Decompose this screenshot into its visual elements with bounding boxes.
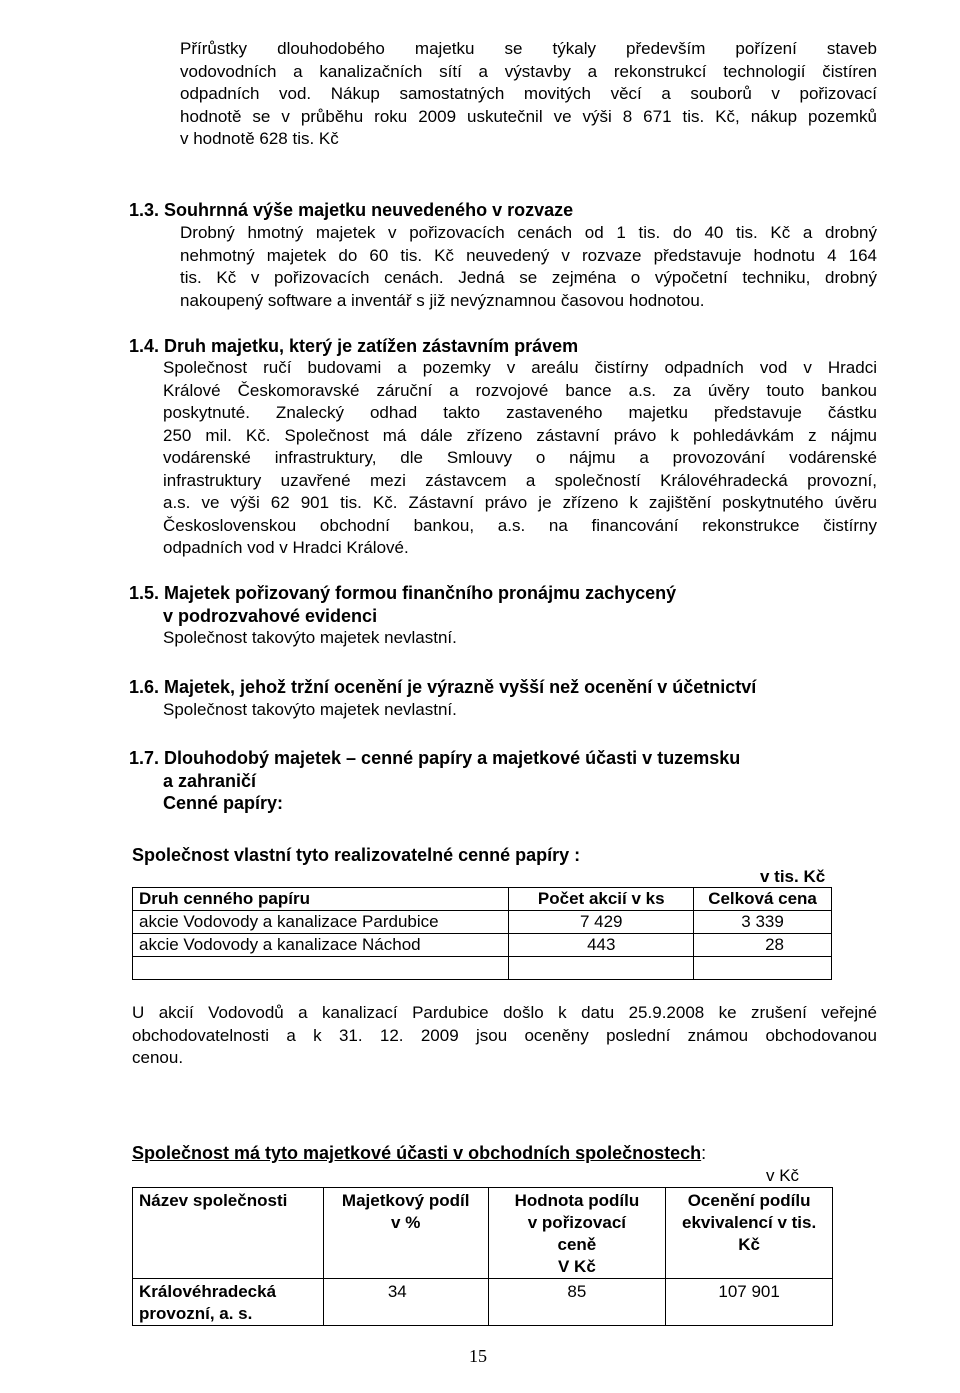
intro-line: v hodnotě 628 tis. Kč: [180, 129, 339, 148]
table-cell: [694, 957, 832, 980]
securities-note: [132, 1002, 877, 1070]
table-header-row: [133, 888, 832, 911]
securities-title: Společnost vlastní tyto realizovatelné cenné papíry :: [132, 845, 581, 865]
participations-unit: v Kč: [766, 1166, 800, 1185]
section-1-7-subheading: Cenné papíry:: [163, 793, 284, 813]
participations-table: [132, 1187, 833, 1326]
section-1-4-line: poskytnuté. Znalecký odhad takto zastaveného majetku představuje částku: [163, 403, 877, 422]
table-cell: [133, 957, 509, 980]
section-1-4-line: Společnost ručí budovami a pozemky v areálu čistírny odpadních vod v Hradci: [163, 358, 877, 377]
section-1-4-line: 250 mil. Kč. Společnost má dále zřízeno zástavní právo k pohledávkám z nájmu: [163, 425, 877, 445]
table-header-cell: Název společnosti: [133, 1188, 324, 1279]
table-header-cell: Počet akcií v ks: [509, 888, 694, 911]
section-1-3-text: [180, 222, 877, 312]
securities-note-line: cenou.: [132, 1048, 184, 1067]
intro-line: vodovodních a kanalizačních sítí a výstavby a rekonstrukcí technologií čistíren: [180, 61, 877, 81]
table-header-cell: Celková cena: [694, 888, 832, 911]
section-1-4-line: vodárenské infrastruktury, dle Smlouvy o nájmu a provozování vodárenské: [163, 448, 877, 467]
table-cell: 3 339: [694, 911, 832, 934]
table-row: [133, 957, 832, 980]
section-1-3-line: nakoupený software a inventář s již nevýznamnou časovou hodnotou.: [180, 290, 705, 310]
table-row: [133, 934, 832, 957]
securities-note-line: U akcií Vodovodů a kanalizací Pardubice došlo k datu 25.9.2008 ke zrušení veřejné: [132, 1003, 877, 1022]
table-cell-company: Královéhradecká provozní, a. s.: [133, 1279, 324, 1326]
table-cell: [509, 957, 694, 980]
table-cell: akcie Vodovody a kanalizace Náchod: [133, 934, 509, 957]
table-header-cell: Hodnota podílu v pořizovací ceně V Kč: [488, 1188, 666, 1279]
table-header-cell: Majetkový podíl v %: [323, 1188, 488, 1279]
table-cell: 7 429: [509, 911, 694, 934]
section-1-4-line: infrastruktury uzavřené mezi zástavcem a společností Královéhradecká provozní,: [163, 470, 877, 490]
intro-line: odpadních vod. Nákup samostatných movitých věcí a souborů v pořizovací: [180, 84, 877, 103]
table-cell: 443: [509, 934, 694, 957]
section-1-7-heading-line: a zahraničí: [163, 770, 257, 791]
section-1-3-heading: 1.3. Souhrnná výše majetku neuvedeného v rozvaze: [129, 200, 574, 220]
section-1-4-line: a.s. ve výši 62 901 tis. Kč. Zástavní právo je zřízeno k zajištění poskytnutého úvěru: [163, 493, 877, 512]
participations-title-suffix: :: [701, 1143, 707, 1163]
table-header-cell: Ocenění podílu ekvivalencí v tis. Kč: [666, 1188, 833, 1279]
section-1-7-heading-line: 1.7. Dlouhodobý majetek – cenné papíry a majetkové účasti v tuzemsku: [129, 748, 741, 768]
table-cell: 28: [694, 934, 832, 957]
section-1-6-heading: 1.6. Majetek, jehož tržní ocenění je výrazně vyšší než ocenění v účetnictví: [129, 677, 757, 697]
section-1-4-heading: 1.4. Druh majetku, který je zatížen zástavním právem: [129, 336, 579, 356]
table-cell: 85: [488, 1279, 666, 1326]
intro-line: hodnotě se v průběhu roku 2009 uskutečnil ve výši 8 671 tis. Kč, nákup pozemků: [180, 106, 877, 126]
section-1-5-heading-line: 1.5. Majetek pořizovaný formou finančního pronájmu zachycený: [129, 583, 677, 603]
section-1-3-line: Drobný hmotný majetek v pořizovacích cenách od 1 tis. do 40 tis. Kč a drobný: [180, 223, 877, 242]
section-1-4-line: Československou obchodní bankou, a.s. na financování rekonstrukce čistírny: [163, 515, 877, 535]
table-header-row: [133, 1188, 833, 1279]
section-1-5-heading-line: v podrozvahové evidenci: [163, 605, 378, 626]
securities-table: [132, 887, 832, 980]
table-cell: 107 901: [666, 1279, 833, 1326]
page-number: 15: [469, 1346, 487, 1366]
securities-unit: v tis. Kč: [760, 867, 826, 886]
table-cell: akcie Vodovody a kanalizace Pardubice: [133, 911, 509, 934]
table-row: [133, 911, 832, 934]
section-1-5-text: Společnost takovýto majetek nevlastní.: [163, 628, 457, 647]
intro-paragraph: [180, 38, 877, 151]
section-1-3-line: nehmotný majetek do 60 tis. Kč neuvedený v rozvaze představuje hodnotu 4 164: [180, 245, 877, 265]
section-1-7-heading: [129, 747, 740, 815]
participations-title: [132, 1142, 706, 1165]
securities-note-line: obchodovatelnosti a k 31. 12. 2009 jsou oceněny poslední známou obchodovanou: [132, 1025, 877, 1045]
section-1-4-line: odpadních vod v Hradci Králové.: [163, 538, 409, 557]
participations-title-text: Společnost má tyto majetkové účasti v obchodních společnostech: [132, 1143, 702, 1163]
section-1-5-heading: [129, 582, 676, 627]
table-row: [133, 1279, 833, 1326]
section-1-4-text: [163, 357, 877, 560]
section-1-3-line: tis. Kč v pořizovacích cenách. Jedná se zejména o výpočetní techniku, drobný: [180, 268, 877, 287]
intro-line: Přírůstky dlouhodobého majetku se týkaly především pořízení staveb: [180, 39, 877, 58]
table-cell: 34: [323, 1279, 488, 1326]
table-header-cell: Druh cenného papíru: [133, 888, 509, 911]
section-1-6-text: Společnost takovýto majetek nevlastní.: [163, 700, 457, 719]
section-1-4-line: Králové Českomoravské záruční a rozvojové bance a.s. za úvěry touto bankou: [163, 380, 877, 400]
